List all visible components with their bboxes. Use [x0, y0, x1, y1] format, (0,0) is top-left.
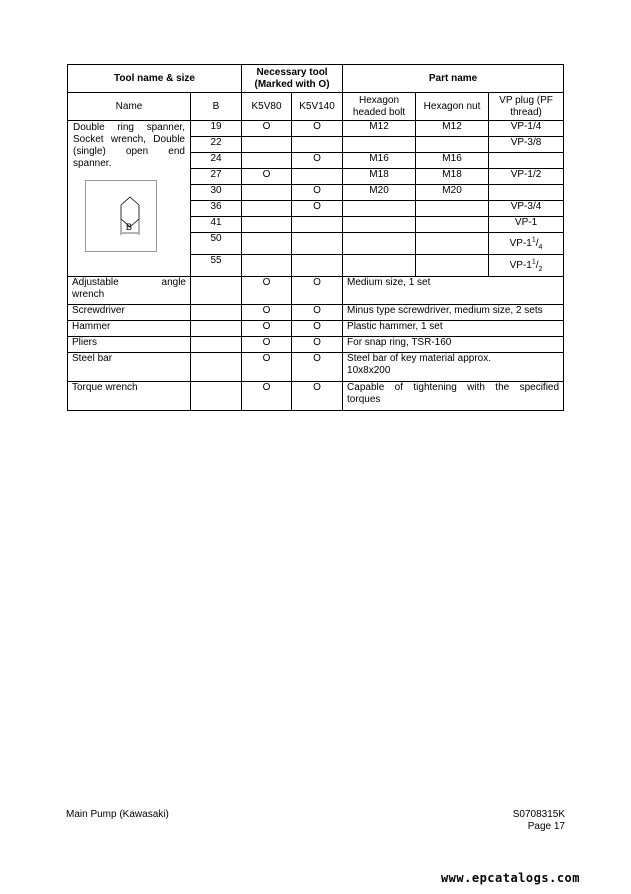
watermark-url: www.epcatalogs.com [440, 871, 580, 885]
part-cell [343, 353, 564, 382]
tool-name-cell [68, 277, 191, 305]
vp-value: VP-1 [509, 237, 532, 249]
size-cell [191, 277, 242, 305]
vp-cell: VP-1/2 [489, 169, 564, 185]
k5v140-mark: O [292, 185, 343, 201]
tool-name-line-2: wrench [72, 289, 105, 300]
k5v140-mark: O [292, 277, 343, 305]
footer-doc-info [513, 809, 565, 833]
k5v140-mark: O [292, 353, 343, 382]
tool-table [67, 64, 564, 411]
col-hexagon-nut: Hexagon nut [416, 93, 489, 121]
nut-cell [416, 217, 489, 233]
size-cell: 55 [191, 255, 242, 277]
vp-fraction-slash: / [535, 237, 539, 249]
table-subheader-row [68, 93, 564, 121]
part-cell: For snap ring, TSR-160 [343, 337, 564, 353]
size-cell: 41 [191, 217, 242, 233]
col-k5v80: K5V80 [242, 93, 292, 121]
spanner-name-cell [68, 121, 191, 277]
size-cell [191, 382, 242, 411]
k5v80-mark: O [242, 382, 292, 411]
header-tool-name-size: Tool name & size [68, 65, 242, 93]
k5v80-mark [242, 185, 292, 201]
nut-cell [416, 255, 489, 277]
part-line-1: Steel bar of key material approx. [347, 353, 491, 364]
k5v140-mark [292, 137, 343, 153]
nut-cell: M18 [416, 169, 489, 185]
table-row [68, 121, 564, 137]
vp-cell: VP-1 [489, 217, 564, 233]
k5v80-mark: O [242, 277, 292, 305]
vp-cell [489, 185, 564, 201]
col-b: B [191, 93, 242, 121]
col-vp-line-1: VP plug (PF [499, 94, 553, 106]
size-cell: 27 [191, 169, 242, 185]
k5v80-mark [242, 233, 292, 255]
k5v140-mark: O [292, 382, 343, 411]
k5v80-mark: O [242, 305, 292, 321]
table-row [68, 321, 564, 337]
k5v80-mark [242, 255, 292, 277]
table-header-row [68, 65, 564, 93]
k5v80-mark: O [242, 353, 292, 382]
tool-name-cell: Screwdriver [68, 305, 191, 321]
header-necessary-line-1: Necessary tool [256, 66, 328, 78]
size-cell: 50 [191, 233, 242, 255]
vp-fraction-slash: / [535, 259, 539, 271]
size-cell [191, 337, 242, 353]
bolt-cell: M20 [343, 185, 416, 201]
vp-cell: VP-3/8 [489, 137, 564, 153]
k5v140-mark: O [292, 337, 343, 353]
vp-value: VP-1 [509, 259, 532, 271]
footer-manual-title: Main Pump (Kawasaki) [66, 809, 169, 820]
k5v80-mark: O [242, 337, 292, 353]
part-line-1: Capable of tightening with the specified [347, 382, 560, 393]
bolt-cell: M18 [343, 169, 416, 185]
table-row [68, 277, 564, 305]
part-line-2: 10x8x200 [347, 365, 391, 376]
spanner-name-line-3: (single) open end [73, 146, 185, 157]
table-row [68, 305, 564, 321]
part-cell: Plastic hammer, 1 set [343, 321, 564, 337]
vp-fraction-den: 2 [538, 265, 543, 273]
spanner-name-line-2: Socket wrench, Double [73, 134, 185, 145]
bolt-cell [343, 217, 416, 233]
k5v140-mark [292, 217, 343, 233]
k5v140-mark: O [292, 305, 343, 321]
tool-name-line-1: Adjustable angle [72, 277, 186, 288]
k5v80-mark: O [242, 321, 292, 337]
table-row [68, 353, 564, 382]
size-cell [191, 321, 242, 337]
size-cell: 24 [191, 153, 242, 169]
k5v80-mark [242, 217, 292, 233]
k5v140-mark [292, 169, 343, 185]
footer-doc-code: S0708315K [512, 809, 565, 820]
bolt-cell [343, 255, 416, 277]
col-vp-line-2: thread) [510, 106, 542, 118]
vp-cell [489, 255, 564, 277]
k5v80-mark: O [242, 169, 292, 185]
header-necessary-line-2: (Marked with O) [254, 78, 330, 90]
spanner-name-line-4: spanner. [73, 158, 112, 169]
k5v140-mark: O [292, 153, 343, 169]
tool-name-cell: Steel bar [68, 353, 191, 382]
part-cell: Medium size, 1 set [343, 277, 564, 305]
bolt-cell: M12 [343, 121, 416, 137]
header-part-name: Part name [343, 65, 564, 93]
tool-name-cell: Torque wrench [68, 382, 191, 411]
nut-cell [416, 233, 489, 255]
bolt-cell [343, 137, 416, 153]
part-cell: Minus type screwdriver, medium size, 2 sets [343, 305, 564, 321]
vp-cell: VP-3/4 [489, 201, 564, 217]
size-cell: 19 [191, 121, 242, 137]
col-name: Name [68, 93, 191, 121]
k5v140-mark [292, 233, 343, 255]
vp-cell [489, 153, 564, 169]
bolt-cell: M16 [343, 153, 416, 169]
k5v140-mark [292, 255, 343, 277]
k5v80-mark: O [242, 121, 292, 137]
header-necessary-tool [242, 65, 343, 93]
part-line-2: torques [347, 394, 381, 405]
tool-name-cell: Hammer [68, 321, 191, 337]
col-bolt-line-2: headed bolt [352, 106, 406, 118]
bolt-cell [343, 233, 416, 255]
col-vp-plug [489, 93, 564, 121]
table-row [68, 337, 564, 353]
bolt-cell [343, 201, 416, 217]
nut-cell: M20 [416, 185, 489, 201]
k5v80-mark [242, 153, 292, 169]
hex-nut-diagram [85, 180, 157, 252]
nut-cell [416, 137, 489, 153]
nut-cell: M16 [416, 153, 489, 169]
vp-cell [489, 233, 564, 255]
size-cell: 22 [191, 137, 242, 153]
part-cell [343, 382, 564, 411]
table-row [68, 382, 564, 411]
spanner-name-line-1: Double ring spanner, [73, 122, 185, 133]
nut-cell: M12 [416, 121, 489, 137]
nut-cell [416, 201, 489, 217]
k5v140-mark: O [292, 201, 343, 217]
col-hexagon-bolt [343, 93, 416, 121]
vp-fraction-num: 1 [531, 236, 536, 244]
k5v80-mark [242, 137, 292, 153]
col-bolt-line-1: Hexagon [359, 94, 400, 106]
size-cell: 36 [191, 201, 242, 217]
vp-fraction-num: 1 [531, 258, 536, 266]
size-cell [191, 305, 242, 321]
k5v140-mark: O [292, 121, 343, 137]
diagram-b-label: B [126, 222, 133, 232]
vp-fraction-den: 4 [538, 243, 543, 251]
k5v80-mark [242, 201, 292, 217]
vp-cell: VP-1/4 [489, 121, 564, 137]
col-k5v140: K5V140 [292, 93, 343, 121]
size-cell: 30 [191, 185, 242, 201]
tool-name-cell: Pliers [68, 337, 191, 353]
k5v140-mark: O [292, 321, 343, 337]
footer-page-number: Page 17 [527, 821, 565, 832]
size-cell [191, 353, 242, 382]
